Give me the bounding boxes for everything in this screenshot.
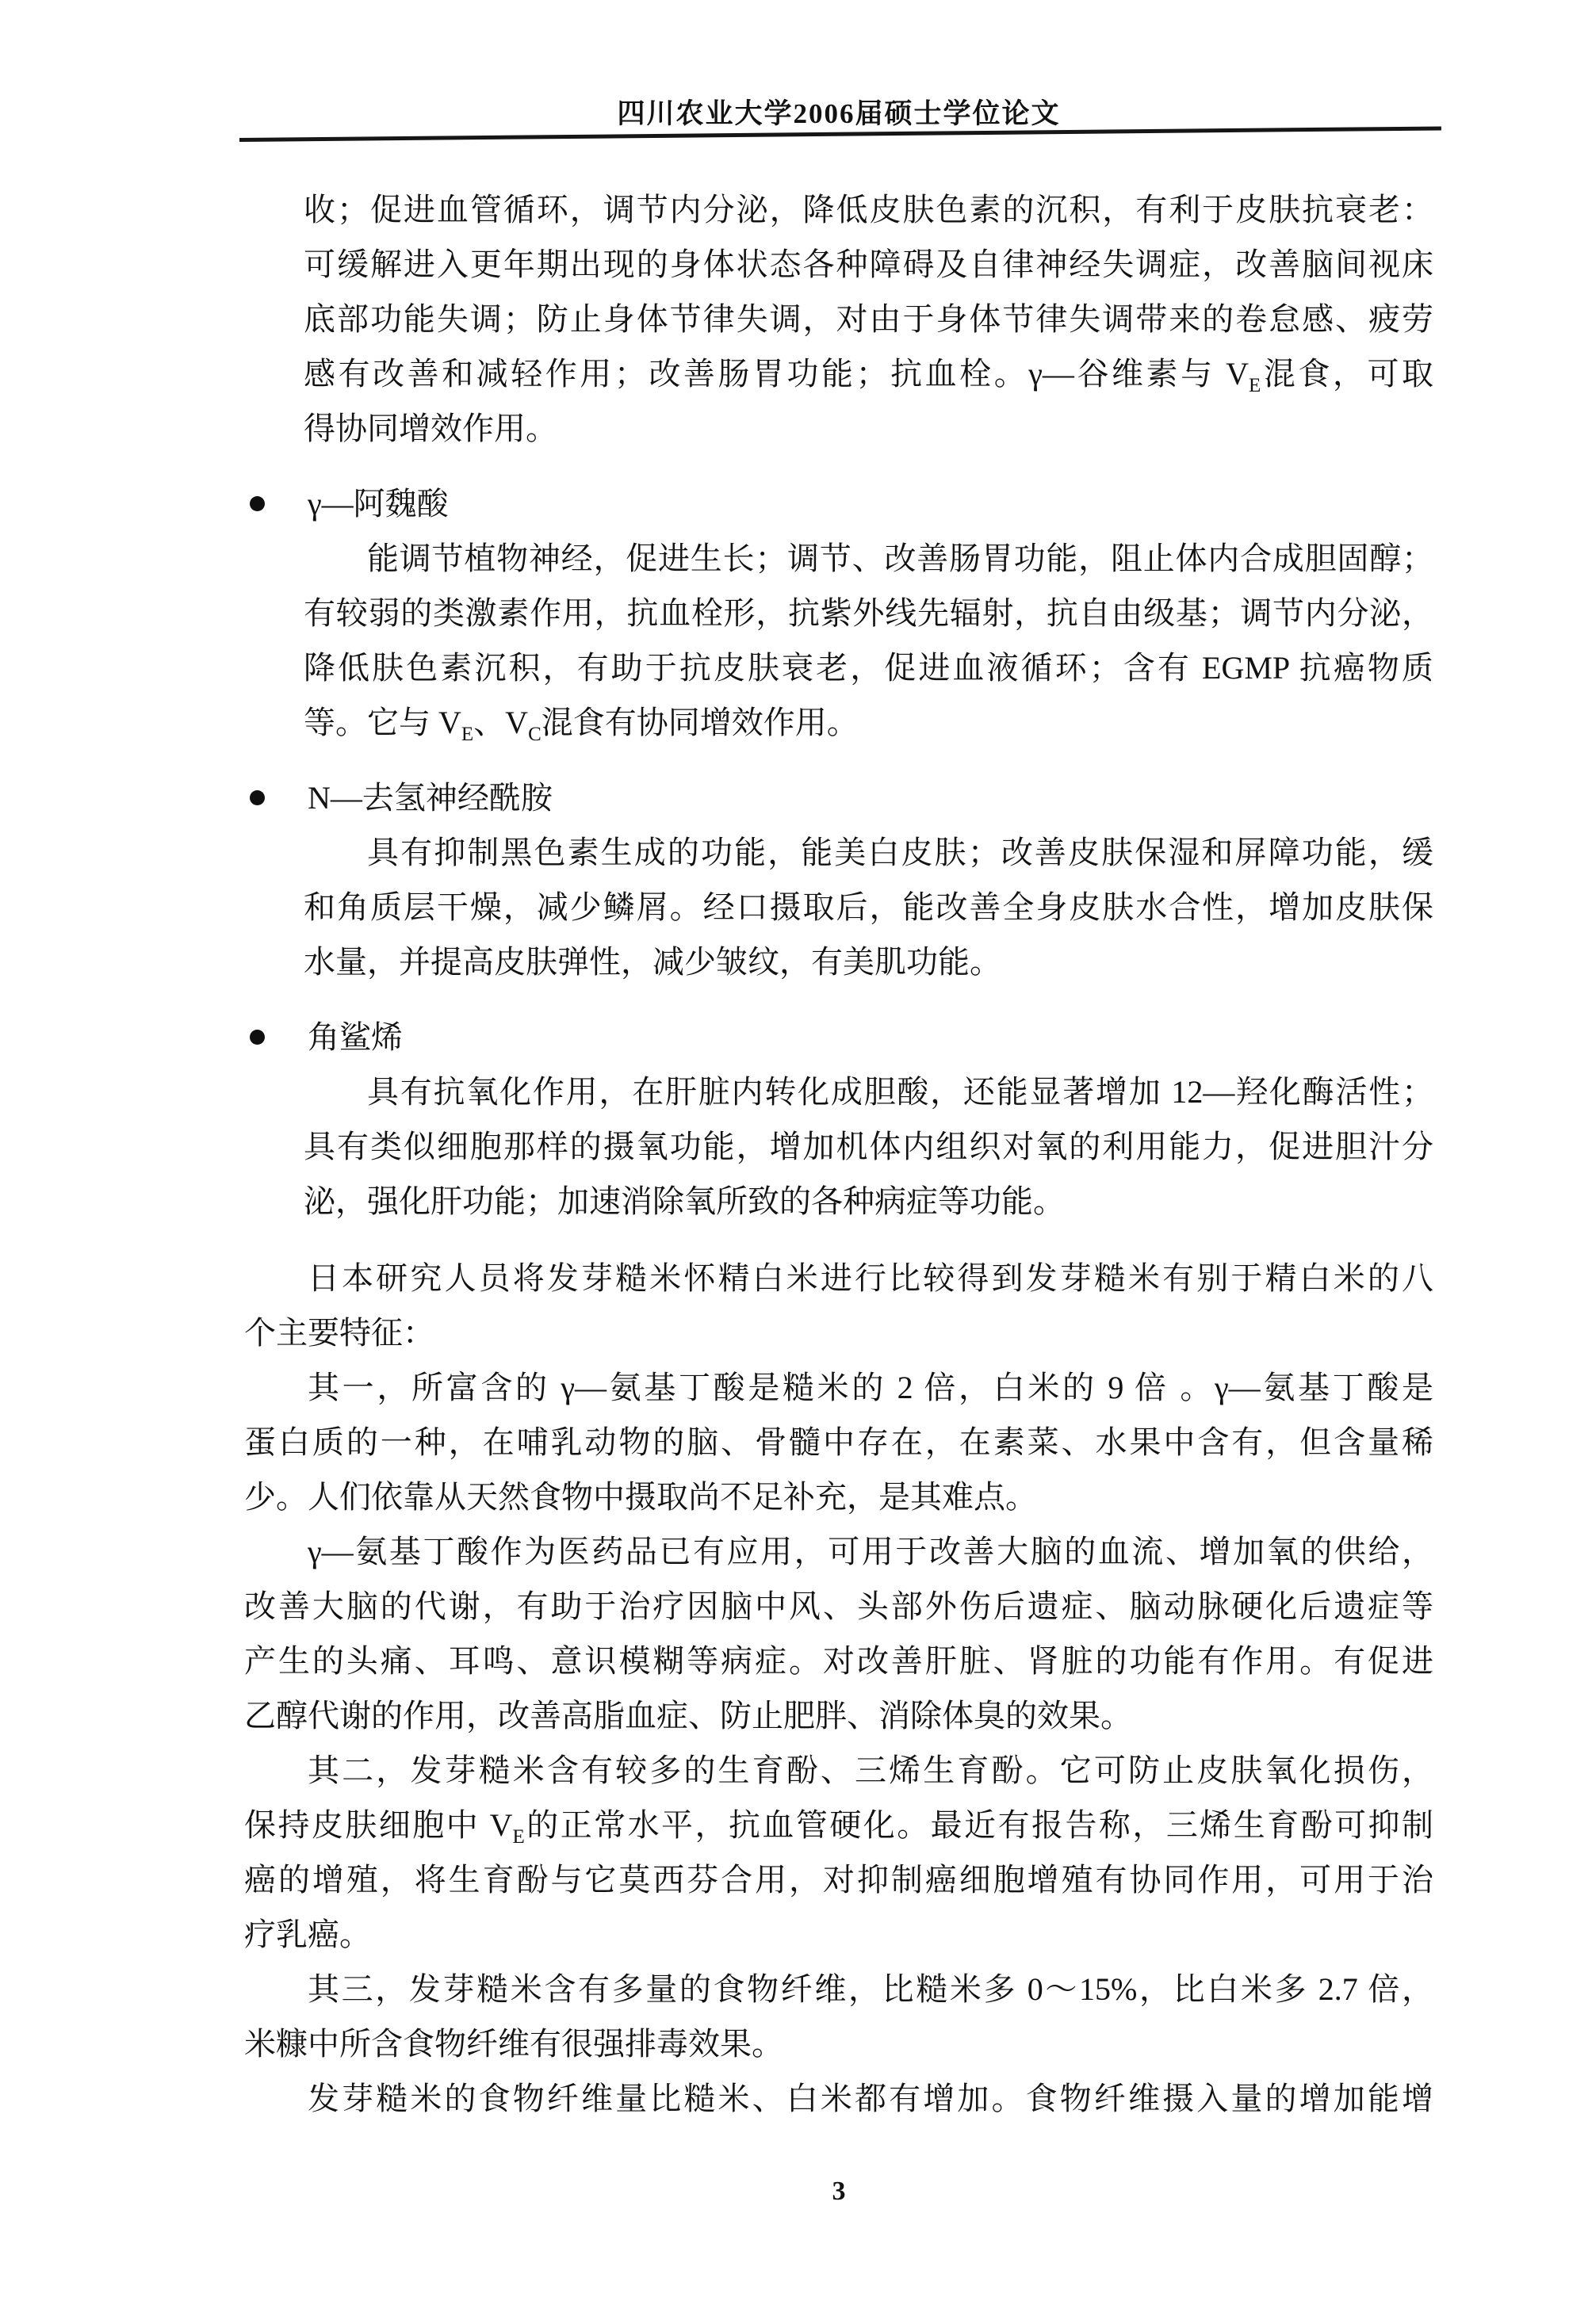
text-segment: 可缓解进入更年期出现的身体状态各种障碍及自律神经失调症，改善脑间视床 — [304, 247, 1433, 282]
text-segment: γ—氨基丁酸作为医药品已有应用，可用于改善大脑的血流、增加氧的供给， — [308, 1534, 1433, 1569]
text-line — [244, 1251, 1433, 1305]
text-segment: 底部功能失调；防止身体节律失调，对由于身体节律失调带来的卷怠感、疲劳 — [304, 301, 1433, 337]
text-line — [304, 182, 1433, 237]
text-line — [244, 1305, 1433, 1360]
text-segment: 保持皮肤细胞中 V — [244, 1807, 513, 1843]
text-segment: 米糠中所含食物纤维有很强排毒效果。 — [244, 2026, 783, 2062]
text-segment: 蛋白质的一种，在哺乳动物的脑、骨髓中存在，在素菜、水果中含有，但含量稀 — [244, 1424, 1433, 1460]
bullet-dot-icon — [250, 790, 265, 805]
text-segment: 和角质层干燥，减少鳞屑。经口摄取后，能改善全身皮肤水合性，增加皮肤保 — [304, 889, 1433, 925]
text-segment: 收；促进血管循环，调节内分泌，降低皮肤色素的沉积，有利于皮肤抗衰老： — [304, 192, 1433, 227]
text-segment: 能调节植物神经，促进生长；调节、改善肠胃功能，阻止体内合成胆固醇； — [367, 541, 1433, 576]
text-segment: 、V — [473, 705, 529, 740]
text-line — [304, 531, 1433, 586]
text-line — [244, 1798, 1433, 1852]
bullet-label: γ—阿魏酸 — [308, 486, 449, 522]
text-segment: 发芽糙米的食物纤维量比糙米、白米都有增加。食物纤维摄入量的增加能增 — [308, 2081, 1433, 2116]
text-line — [304, 880, 1433, 935]
text-segment: 等。它与 V — [304, 705, 461, 740]
text-segment: 泌，强化肝功能；加速消除氧所致的各种病症等功能。 — [304, 1183, 1065, 1219]
text-segment: 降低肤色素沉积，有助于抗皮肤衰老，促进血液循环；含有 EGMP 抗癌物质 — [304, 650, 1433, 686]
text-line — [304, 640, 1433, 695]
text-line — [304, 586, 1433, 640]
text-segment: 少。人们依靠从天然食物中摄取尚不足补充，是其难点。 — [244, 1479, 1037, 1515]
text-line — [244, 1415, 1433, 1470]
text-segment: 的正常水平，抗血管硬化。最近有报告称，三烯生育酚可抑制 — [524, 1807, 1434, 1843]
text-line — [304, 935, 1433, 989]
bullet-item — [244, 476, 1433, 531]
text-line — [244, 1907, 1433, 1962]
text-line — [244, 1962, 1433, 2016]
text-segment: 感有改善和减轻作用；改善肠胃功能；抗血栓。γ—谷维素与 V — [304, 356, 1249, 392]
paragraph — [244, 1360, 1433, 1524]
bullet-dot-icon — [250, 1030, 265, 1045]
text-line — [304, 237, 1433, 292]
subscript-text: E — [461, 724, 474, 745]
text-line — [244, 1360, 1433, 1415]
bullet-label: N—去氢神经酰胺 — [308, 780, 553, 816]
text-line — [244, 1852, 1433, 1907]
text-segment: 日本研究人员将发芽糙米怀精白米进行比较得到发芽糙米有别于精白米的八 — [308, 1260, 1433, 1296]
paragraph — [244, 1251, 1433, 1360]
text-segment: 具有类似细胞那样的摄氧功能，增加机体内组织对氧的利用能力，促进胆汁分 — [304, 1129, 1433, 1164]
page-number: 3 — [832, 2177, 846, 2206]
paragraph — [304, 182, 1433, 456]
text-segment: 水量，并提高皮肤弹性，减少皱纹，有美肌功能。 — [304, 944, 1001, 980]
text-line — [304, 1174, 1433, 1229]
document-body — [244, 182, 1433, 2126]
bullet-item — [244, 1010, 1433, 1065]
text-line — [244, 1579, 1433, 1634]
paragraph — [244, 1743, 1433, 1962]
text-segment: 具有抗氧化作用，在肝脏内转化成胆酸，还能显著增加 12—羟化酶活性； — [367, 1074, 1433, 1110]
text-line — [244, 1688, 1433, 1743]
text-segment: 混食，可取 — [1261, 356, 1434, 392]
subscript-text: C — [528, 724, 542, 745]
bullet-dot-icon — [250, 496, 265, 511]
paragraph — [304, 1065, 1433, 1229]
text-line — [304, 825, 1433, 880]
paragraph — [244, 2071, 1433, 2126]
page-header-title: 四川农业大学2006届硕士学位论文 — [617, 98, 1061, 129]
text-segment: 个主要特征： — [244, 1315, 434, 1351]
text-line — [304, 1065, 1433, 1119]
text-line — [244, 2071, 1433, 2126]
text-segment: 产生的头痛、耳鸣、意识模糊等病症。对改善肝脏、肾脏的功能有作用。有促进 — [244, 1643, 1433, 1679]
text-segment: 有较弱的类激素作用，抗血栓形，抗紫外线先辐射，抗自由级基；调节内分泌， — [304, 595, 1433, 631]
bullet-label: 角鲨烯 — [308, 1019, 403, 1055]
text-segment: 其一，所富含的 γ—氨基丁酸是糙米的 2 倍，白米的 9 倍 。γ—氨基丁酸是 — [308, 1370, 1433, 1405]
text-line — [304, 346, 1433, 401]
text-segment: 得协同增效作用。 — [304, 411, 557, 446]
text-segment: 具有抑制黑色素生成的功能，能美白皮肤；改善皮肤保湿和屏障功能，缓 — [367, 835, 1433, 870]
text-segment: 其二，发芽糙米含有较多的生育酚、三烯生育酚。它可防止皮肤氧化损伤， — [308, 1753, 1433, 1788]
subscript-text: E — [1249, 375, 1261, 396]
text-line — [244, 1743, 1433, 1798]
text-line — [244, 1634, 1433, 1688]
text-segment: 混食有协同增效作用。 — [541, 705, 859, 740]
text-line — [244, 1524, 1433, 1579]
text-segment: 其三，发芽糙米含有多量的食物纤维，比糙米多 0～15%，比白米多 2.7 倍， — [308, 1971, 1433, 2007]
text-line — [304, 292, 1433, 346]
text-line — [304, 695, 1433, 750]
text-line — [244, 2016, 1433, 2071]
paragraph — [244, 1962, 1433, 2071]
text-line — [304, 401, 1433, 456]
paragraph — [304, 825, 1433, 989]
text-segment: 乙醇代谢的作用，改善高脂血症、防止肥胖、消除体臭的效果。 — [244, 1698, 1132, 1733]
text-line — [244, 1470, 1433, 1524]
paragraph — [304, 531, 1433, 750]
paragraph — [244, 1524, 1433, 1743]
text-segment: 疗乳癌。 — [244, 1917, 371, 1952]
bullet-item — [244, 770, 1433, 825]
text-line — [304, 1119, 1433, 1174]
text-segment: 改善大脑的代谢，有助于治疗因脑中风、头部外伤后遗症、脑动脉硬化后遗症等 — [244, 1588, 1433, 1624]
text-segment: 癌的增殖，将生育酚与它莫西芬合用，对抑制癌细胞增殖有协同作用，可用于治 — [244, 1862, 1433, 1898]
subscript-text: E — [512, 1826, 525, 1848]
